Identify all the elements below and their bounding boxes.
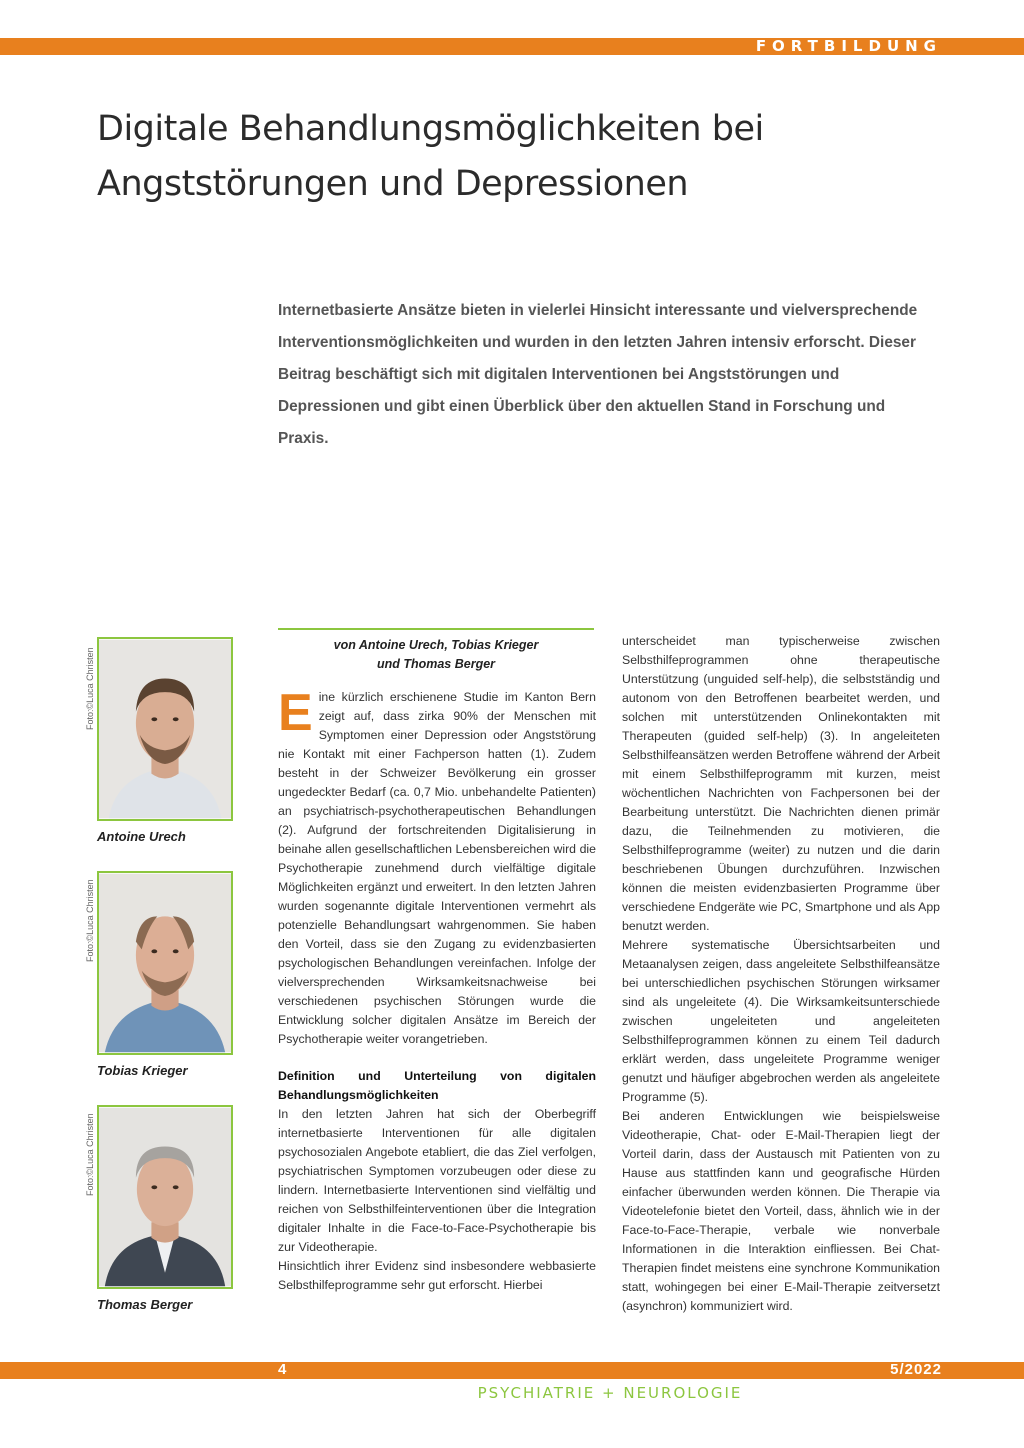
intro-text: ine kürzlich erschienene Studie im Kanton Bern zeigt auf, dass zirka 90% der Menschen mit Symptomen einer Depression oder Angststörung nie Kontakt mit einer Fachperson hatten (1). Zudem besteht in der Schweizer Bevölkerung ein grosser ungedeckter Bedarf (ca. 0,7 Mio. unbehandelte Patienten) an psychiatrisch-psychotherapeutischen Behandlungen (2). Aufgrund der fortschreitenden Digitalisierung in beinahe allen gesellschaftlichen Lebensbereichen wird die Psychotherapie zunehmend durch vielfältige digitale Möglichkeiten ergänzt und erweitert. In den letzten Jahren wurden sogenannte digitale Interventionen vermehrt als potenzielle Behandlungsart wahrgenommen. Sie haben den Vorteil, dass sie den Zugang zu evidenzbasierten psychologischen Behandlungen vereinfachen. Infolge der vielversprechenden Wirksamkeitsnachweise bei verschiedenen psychischen Störungen wurde die Entwicklung solcher digitalen Ansätze im Bereich der Psychotherapie weiter vorangetrieben.	[278, 690, 596, 1046]
photo-credit: Foto:©Luca Christen	[85, 647, 95, 730]
authors-line-1: von Antoine Urech, Tobias Krieger	[333, 638, 539, 652]
body-paragraph: Bei anderen Entwicklungen wie beispielsweise Videotherapie, Chat- oder E-Mail-Therapien liegt der Vorteil darin, dass der Austausch mit Patienten von zu Hause aus stattfinden kann und geografische Hürden einfacher überwunden werden können. Die Therapie via Videotelefonie bietet den Vorteil, dass, ähnlich wie in der Face-to-Face-Therapie, verbale wie nonverbale Informationen in die Interaktion einfliessen. Bei Chat-Therapien findet meistens eine synchrone Kommunikation statt, wohingegen bei einer E-Mail-Therapie zeitversetzt (asynchron) kommuniziert wird.	[622, 1109, 940, 1313]
drop-cap: E	[278, 684, 313, 742]
portrait-photo	[97, 871, 233, 1055]
portrait-photo	[97, 1105, 233, 1289]
authors-line-2: und Thomas Berger	[376, 657, 496, 671]
text-column-2	[622, 632, 940, 1316]
portrait-image	[99, 639, 231, 819]
footer-bar	[0, 1362, 1024, 1379]
portrait-image	[99, 1107, 231, 1287]
title-line-2: Angststörungen und Depressionen	[97, 164, 689, 204]
body-paragraph: unterscheidet man typischerweise zwischen Selbsthilfeprogrammen ohne therapeutische Unterstützung (unguided self-help), die selbstständig und autonom von den Betroffenen bearbeitet werden, und solchen mit unterstützenden Onlinekontakten mit Therapeuten (guided self-help) (3). In angeleiteten Selbsthilfeansätzen werden Betroffene während der Arbeit mit einem Selbsthilfeprogramm mit kurzen, meist wöchentlichen Nachrichten von Fachpersonen bei der Bearbeitung unterstützt. Die Nachrichten dienen primär dazu, die Teilnehmenden zu motivieren, die Selbsthilfeprogramme (weiter) zu nutzen und die darin beschriebenen Übungen durchzuführen. Inzwischen können die meisten evidenzbasierten Programme über verschiedene Endgeräte wie PC, Smartphone und als App benutzt werden.	[622, 634, 940, 933]
intro-paragraph	[278, 684, 596, 1049]
article-authors	[278, 636, 594, 674]
portrait-caption: Antoine Urech	[97, 829, 186, 844]
body-paragraph: Mehrere systematische Übersichtsarbeiten und Metaanalysen zeigen, dass angeleitete Selbsthilfeansätze bei unterschiedlichen psychischen Störungen wirksamer sind als ungeleitete (4). Die Wirksamkeitsunterschiede zwischen ungeleiteten und angeleiteten Selbsthilfeprogrammen können zu einem Teil dadurch erklärt werden, dass ungeleitete Programme weniger genutzt und häufiger abgebrochen werden als angeleitete Programme (5).	[622, 938, 940, 1104]
text-column-1	[278, 684, 596, 1295]
title-line-1: Digitale Behandlungsmöglichkeiten bei	[97, 109, 764, 149]
issue-number: 5/2022	[890, 1361, 942, 1378]
portrait-caption: Tobias Krieger	[97, 1063, 188, 1078]
authors-rule	[278, 628, 594, 630]
photo-credit: Foto:©Luca Christen	[85, 1113, 95, 1196]
portrait-caption: Thomas Berger	[97, 1297, 193, 1312]
section-heading: Definition und Unterteilung von digitalen Behandlungsmöglichkeiten	[278, 1069, 596, 1102]
body-paragraph: In den letzten Jahren hat sich der Oberbegriff internetbasierte Interventionen für alle digitalen psychosozialen Angebote etabliert, die das Ziel verfolgen, psychiatrischen Symptomen vorzubeugen oder diese zu lindern. Internetbasierte Interventionen sind vielfältig und reichen von Selbsthilfeinterventionen über die Integration digitaler Inhalte in die Face-to-Face-Psychotherapie bis zur Videotherapie.	[278, 1107, 596, 1254]
article-title	[97, 102, 897, 212]
section-tag: FORTBILDUNG	[755, 37, 942, 55]
portrait-photo	[97, 637, 233, 821]
photo-credit: Foto:©Luca Christen	[85, 879, 95, 962]
journal-name: PSYCHIATRIE + NEUROLOGIE	[477, 1384, 743, 1402]
body-paragraph: Hinsichtlich ihrer Evidenz sind insbesondere webbasierte Selbsthilfeprogramme sehr gut erforscht. Hierbei	[278, 1259, 596, 1292]
portrait-image	[99, 873, 231, 1053]
article-lead: Internetbasierte Ansätze bieten in vielerlei Hinsicht interessante und vielversprechende Interventionsmöglichkeiten und wurden in den letzten Jahren intensiv erforscht. Dieser Beitrag beschäftigt sich mit digitalen Interventionen bei Angststörungen und Depressionen und gibt einen Überblick über den aktuellen Stand in Forschung und Praxis.	[278, 302, 918, 447]
page-number: 4	[278, 1361, 287, 1378]
